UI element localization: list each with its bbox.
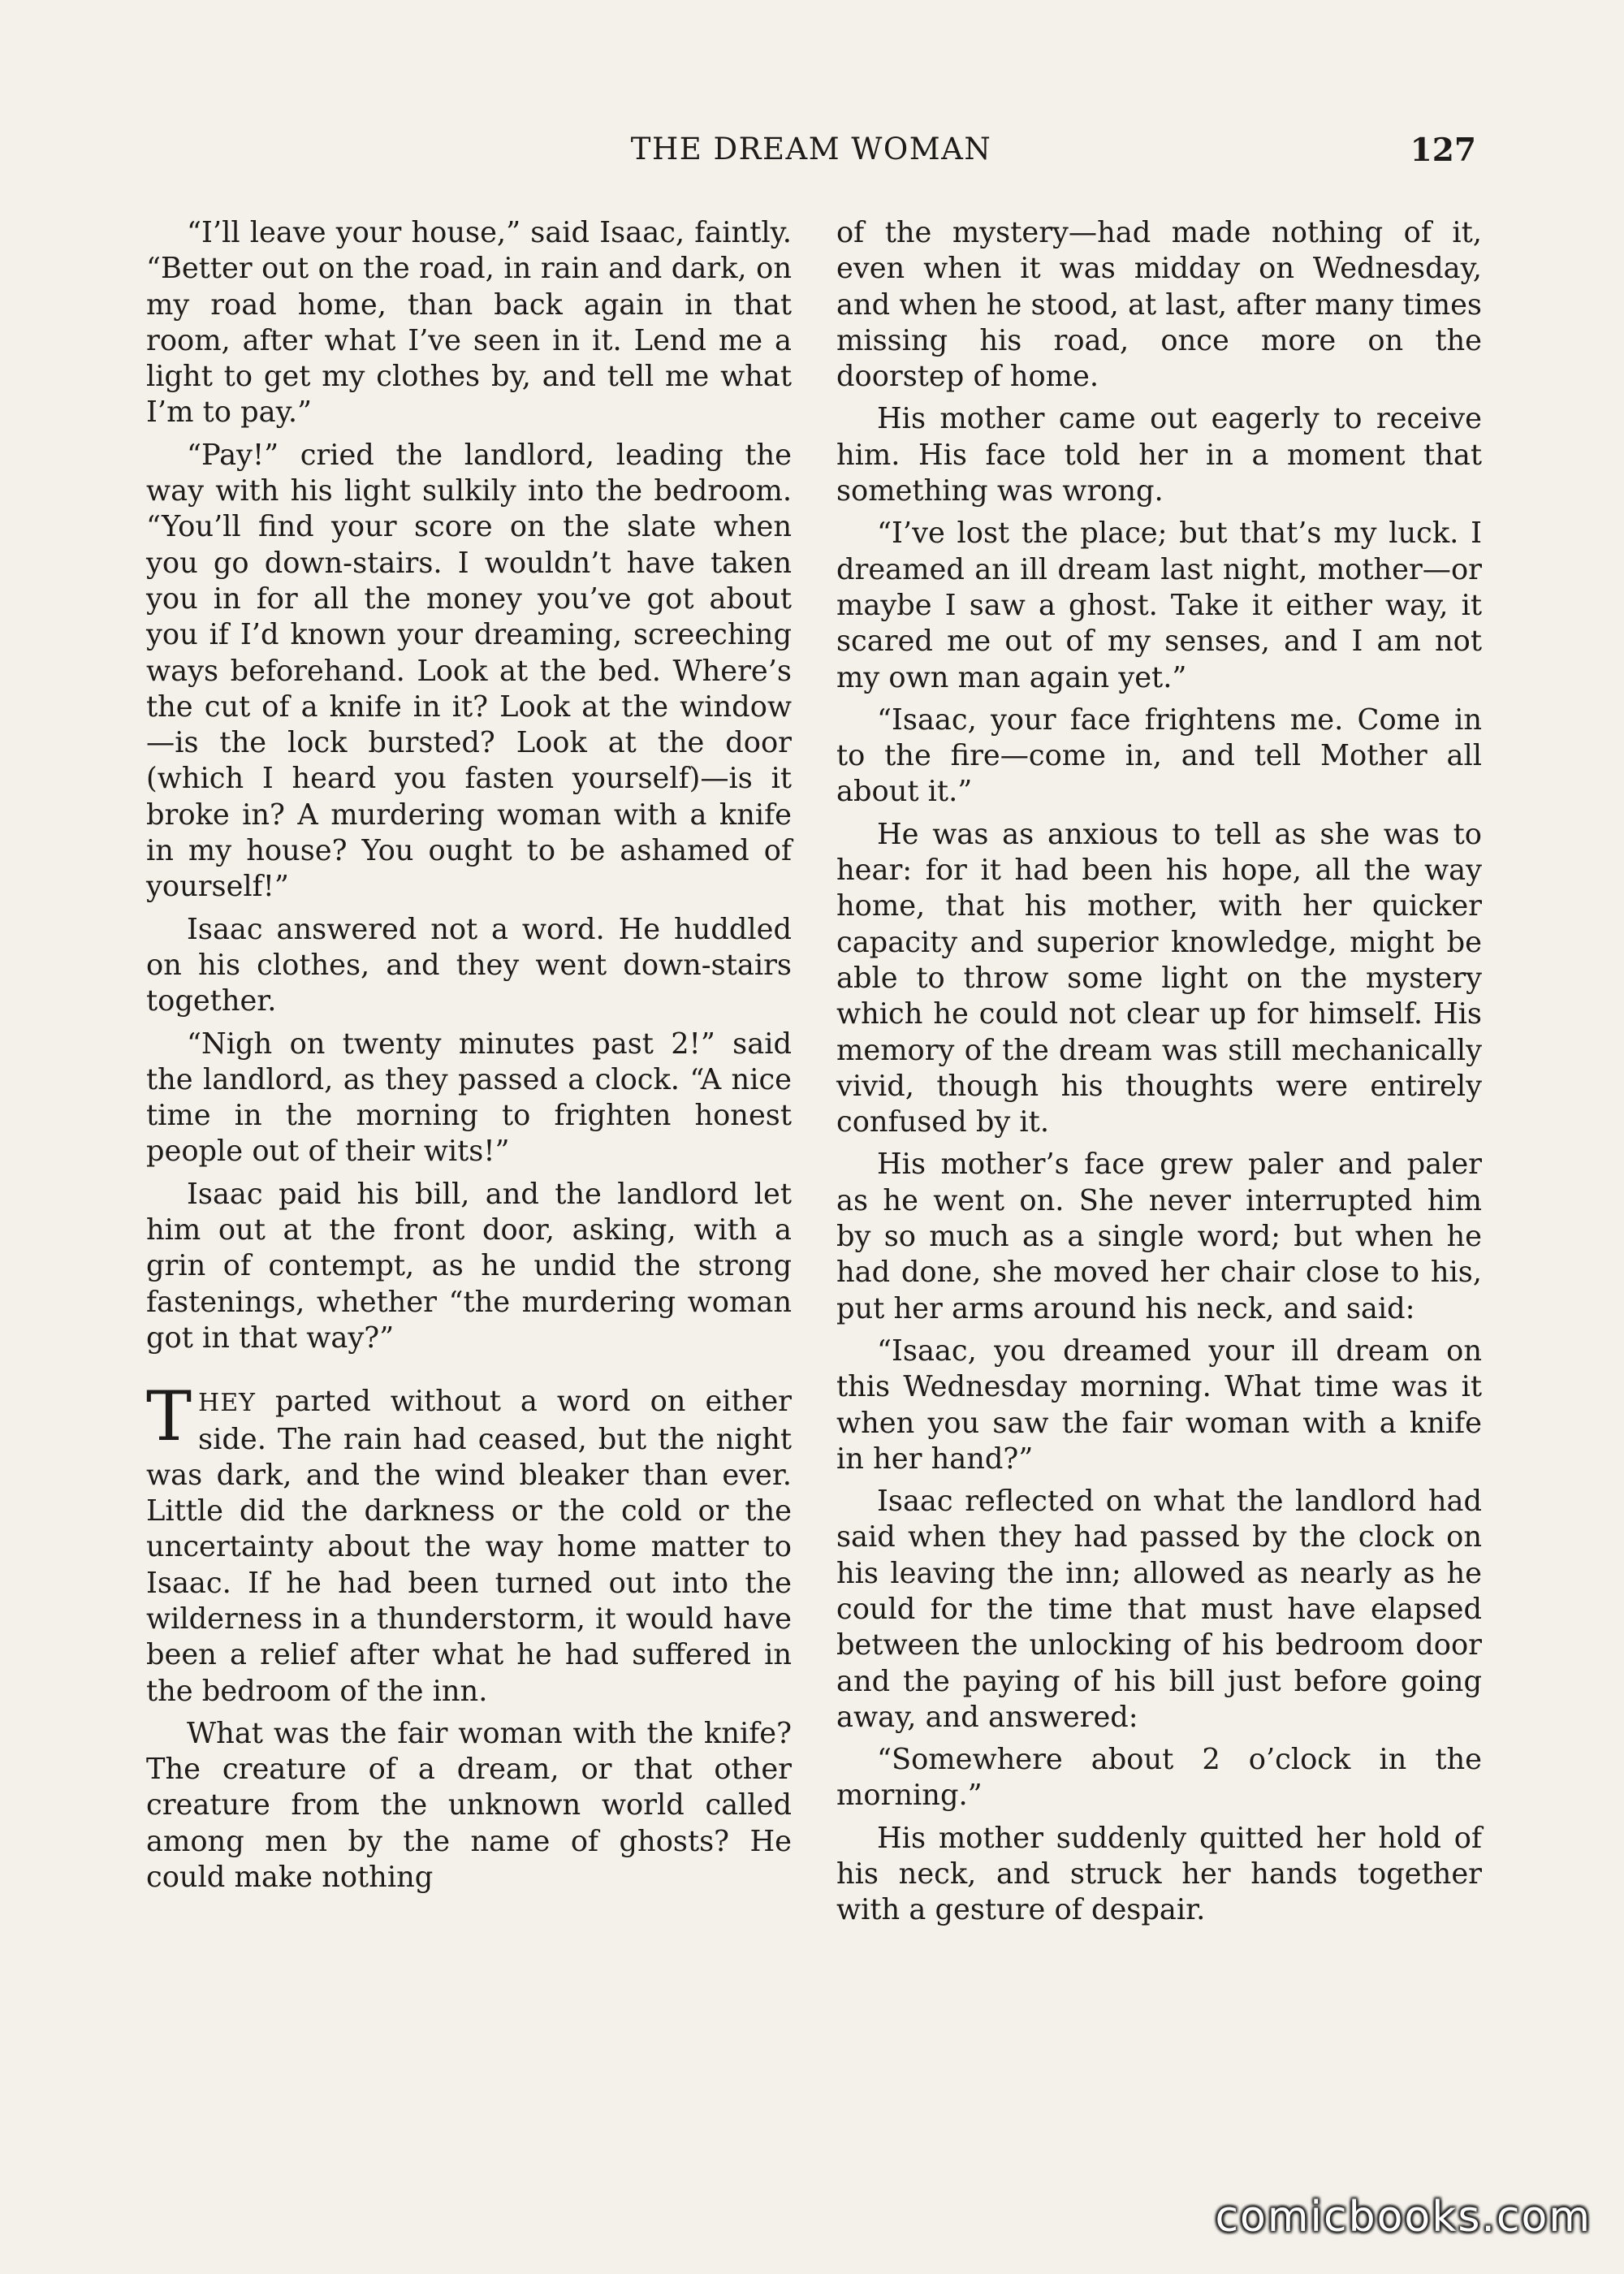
paragraph-text: parted without a word on either side. The rain had ceased, but the night was dark, and the wind bleaker than ever. Little did the darkness or the cold or the uncertainty about the way home matter to Isaac. If he had been turned out into the wilderness in a thunderstorm, it would have been a relief after what he had suffered in the bedroom of the inn. [146,1385,792,1708]
right-column [836,215,1482,1935]
small-caps-word: HEY [198,1389,256,1418]
paragraph: What was the fair woman with the knife? The creature of a dream, or that other creature from the unknown world called among men by the name of ghosts? He could make nothing [146,1716,792,1895]
site-watermark: comicbooks.com [1215,2193,1592,2242]
paragraph: “Isaac, you dreamed your ill dream on this Wednesday morning. What time was it when you saw the fair woman with a knife in her hand?” [836,1334,1482,1476]
paragraph: “Isaac, your face frightens me. Come in to the fire—come in, and tell Mother all about it.” [836,703,1482,809]
paragraph: “I’ll leave your house,” said Isaac, faintly. “Better out on the road, in rain and dark, on my road home, than back again in that room, after what I’ve seen in it. Lend me a light to get my clothes by, and tell me what I’m to pay.” [146,216,792,430]
paragraph: His mother suddenly quitted her hold of his neck, and struck her hands together with a gesture of despair. [836,1821,1482,1927]
paragraph: Isaac answered not a word. He huddled on his clothes, and they went down-stairs together. [146,912,792,1018]
paragraph: Isaac reflected on what the landlord had said when they had passed by the clock on his leaving the inn; allowed as nearly as he could for the time that must have elapsed between the unlocking of his bedroom door and the paying of his bill just before going away, and answered: [836,1485,1482,1734]
paragraph: “Pay!” cried the landlord, leading the way with his light sulkily into the bedroom. “You’ll find your score on the slate when you go down-stairs. I wouldn’t have taken you in for all the money you’ve got about you if I’d known your dreaming, screeching ways beforehand. Look at the bed. Where’s the cut of a knife in it? Look at the window—is the lock bursted? Look at the door (which I heard you fasten yourself)—is it broke in? A murdering woman with a knife in my house? You ought to be ashamed of yourself!” [146,438,792,904]
section-start-paragraph [146,1377,792,1710]
paragraph: His mother’s face grew paler and paler as he went on. She never interrupted him by so much as a single word; but when he had done, she moved her chair close to his, put her arms around his neck, and said: [836,1148,1482,1325]
paragraph: “I’ve lost the place; but that’s my luck. I dreamed an ill dream last night, mother—or maybe I saw a ghost. Take it either way, it scared me out of my senses, and I am not my own man again yet.” [836,517,1482,694]
paragraph: “Somewhere about 2 o’clock in the morning.” [836,1743,1482,1813]
paragraph: His mother came out eagerly to receive him. His face told her in a moment that something was wrong. [836,402,1482,508]
running-title: THE DREAM WOMAN [630,132,992,166]
left-column [146,215,792,1902]
paragraph-continued: of the mystery—had made nothing of it, even when it was midday on Wednesday, and when he stood, at last, after many times missing his road, once more on the doorstep of home. [836,216,1482,394]
paragraph: “Nigh on twenty minutes past 2!” said the landlord, as they passed a clock. “A nice time in the morning to frighten honest people out of their wits!” [146,1027,792,1169]
paragraph: Isaac paid his bill, and the landlord let him out at the front door, asking, with a grin of contempt, as he undid the strong fastenings, whether “the murdering woman got in that way?” [146,1177,792,1355]
page-header [146,132,1476,180]
page-number: 127 [1410,132,1476,169]
drop-cap: T [146,1377,192,1457]
paragraph: He was as anxious to tell as she was to hear: for it had been his hope, all the way home, that his mother, with her quicker capacity and superior knowledge, might be able to throw some light on the mystery which he could not clear up for himself. His memory of the dream was still mechanically vivid, though his thoughts were entirely confused by it. [836,817,1482,1139]
